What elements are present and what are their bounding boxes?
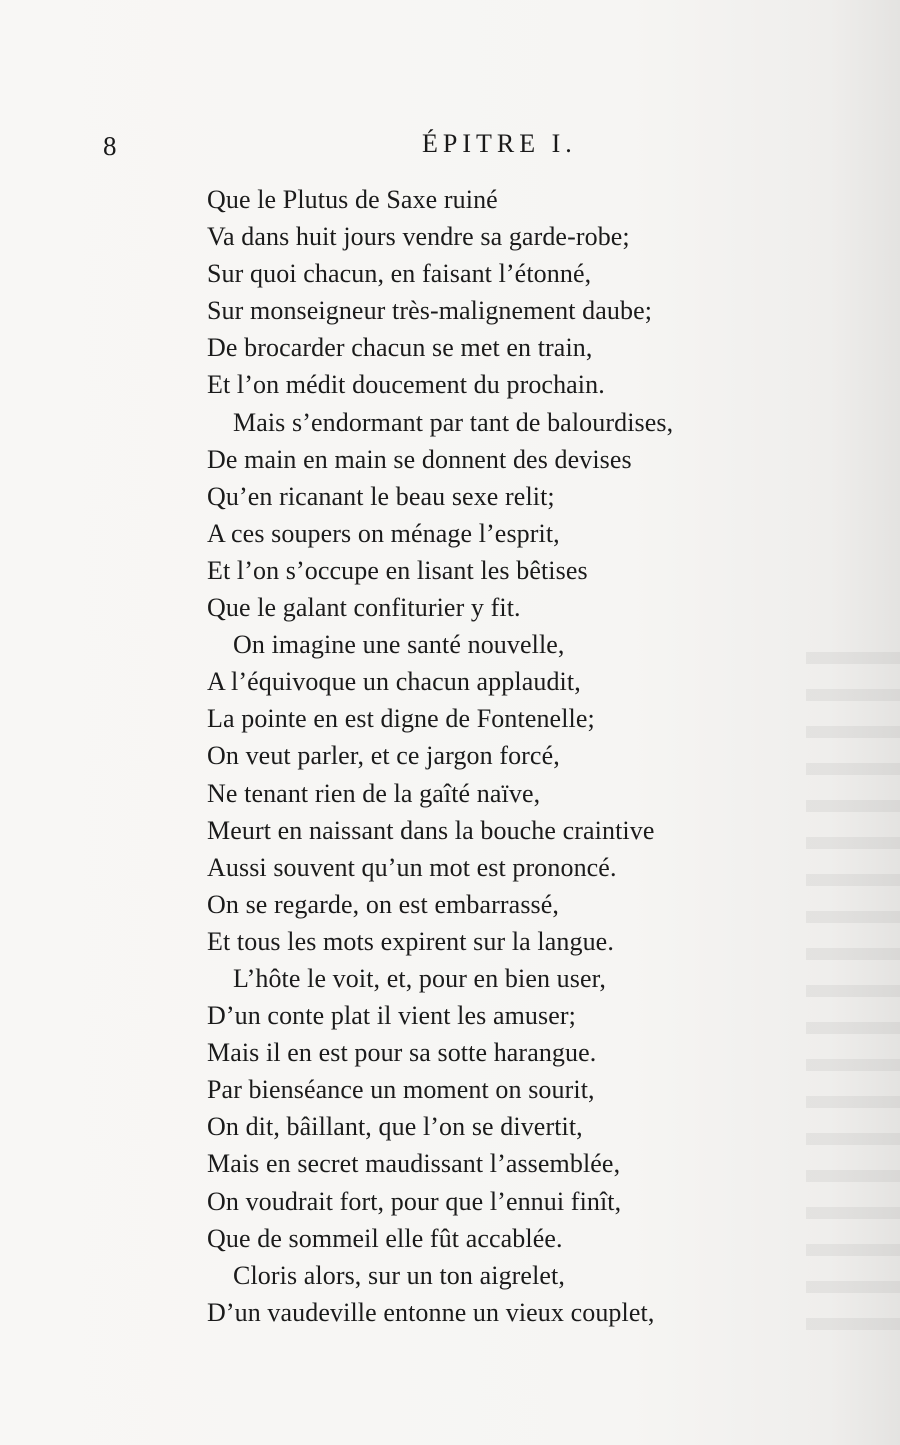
- poem-line: Qu’en ricanant le beau sexe relit;: [207, 481, 555, 511]
- poem-line: L’hôte le voit, et, pour en bien user,: [233, 963, 606, 993]
- poem-line: De brocarder chacun se met en train,: [207, 333, 593, 363]
- poem-line: On se regarde, on est embarrassé,: [207, 889, 559, 919]
- page-number: 8: [103, 131, 117, 161]
- poem-line: Aussi souvent qu’un mot est prononcé.: [207, 852, 617, 882]
- poem-line: Mais s’endormant par tant de balourdises,: [233, 407, 674, 437]
- poem-line: Ne tenant rien de la gaîté naïve,: [207, 778, 541, 808]
- poem-line: Et l’on médit doucement du prochain.: [207, 370, 605, 400]
- poem-line: La pointe en est digne de Fontenelle;: [207, 704, 595, 734]
- poem-line: A ces soupers on ménage l’esprit,: [207, 518, 560, 548]
- poem-line: Que de sommeil elle fût accablée.: [207, 1223, 563, 1253]
- poem-line: Que le Plutus de Saxe ruiné: [207, 185, 498, 214]
- poem-line: On voudrait fort, pour que l’ennui finît,: [207, 1186, 622, 1216]
- poem-line: D’un vaudeville entonne un vieux couplet,: [207, 1297, 655, 1327]
- poem-line: On veut parler, et ce jargon forcé,: [207, 741, 560, 771]
- running-title: ÉPITRE I.: [422, 129, 577, 158]
- poem-line: Mais en secret maudissant l’assemblée,: [207, 1149, 621, 1179]
- poem-line: Par bienséance un moment on sourit,: [207, 1075, 595, 1105]
- poem-line: Et tous les mots expirent sur la langue.: [207, 926, 614, 956]
- poem-text: [207, 181, 867, 1331]
- poem-line: Sur monseigneur très-malignement daube;: [207, 296, 653, 326]
- poem-line: On imagine une santé nouvelle,: [233, 630, 565, 660]
- poem-line: A l’équivoque un chacun applaudit,: [207, 667, 581, 697]
- poem-line: Et l’on s’occupe en lisant les bêtises: [207, 555, 588, 585]
- poem-line: De main en main se donnent des devises: [207, 444, 632, 474]
- poem-line: On dit, bâillant, que l’on se divertit,: [207, 1112, 583, 1142]
- poem-line: Meurt en naissant dans la bouche craintive: [207, 815, 655, 845]
- poem-line: Sur quoi chacun, en faisant l’étonné,: [207, 259, 592, 289]
- poem-line: Mais il en est pour sa sotte harangue.: [207, 1038, 597, 1068]
- poem-line: Cloris alors, sur un ton aigrelet,: [233, 1260, 565, 1290]
- poem-line: Va dans huit jours vendre sa garde-robe;: [207, 222, 630, 252]
- poem-line: D’un conte plat il vient les amuser;: [207, 1001, 576, 1031]
- poem-line: Que le galant confiturier y fit.: [207, 593, 521, 623]
